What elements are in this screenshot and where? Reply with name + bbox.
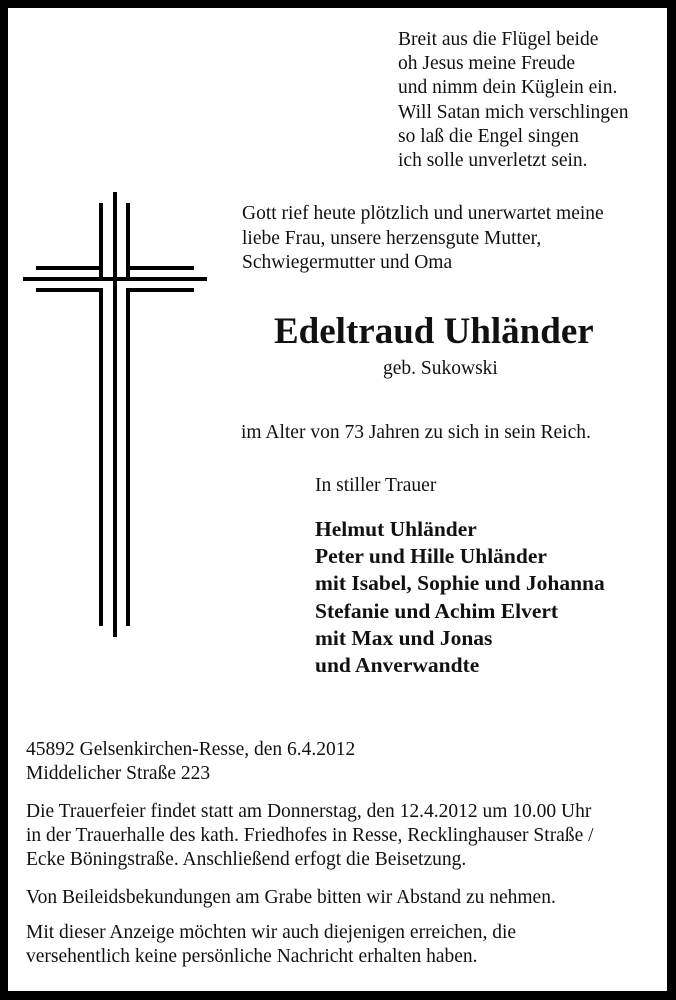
family-member: Helmut Uhländer	[315, 517, 477, 541]
verse-line: und nimm dein Küglein ein.	[398, 77, 618, 99]
intro-line: Gott rief heute plötzlich und unerwartet meine	[242, 203, 604, 224]
mourning-line: In stiller Trauer	[315, 475, 437, 496]
intro-line: Schwiegermutter und Oma	[242, 252, 453, 273]
age-line: im Alter von 73 Jahren zu sich in sein Reich.	[241, 422, 591, 443]
deceased-name: Edeltraud Uhländer	[274, 311, 594, 352]
address-line: Middelicher Straße 223	[26, 763, 211, 784]
family-member: Stefanie und Achim Elvert	[315, 598, 559, 623]
verse-line: Breit aus die Flügel beide	[398, 29, 599, 50]
family-member: mit Isabel, Sophie und Johanna	[315, 571, 605, 596]
notice-line: versehentlich keine persönliche Nachricht erhalten haben.	[26, 946, 478, 967]
address-line: 45892 Gelsenkirchen-Resse, den 6.4.2012	[26, 739, 356, 760]
ceremony-line: in der Trauerhalle des kath. Friedhofes in Resse, Recklinghauser Straße /	[26, 825, 594, 846]
family-member: und Anverwandte	[315, 653, 480, 678]
family-member: Peter und Hille Uhländer	[315, 544, 547, 569]
family-member: mit Max und Jonas	[315, 625, 493, 650]
ceremony-line: Ecke Böningstraße. Anschließend erfogt die Beisetzung.	[26, 849, 467, 870]
intro-text	[242, 202, 604, 276]
ceremony-info	[26, 800, 594, 872]
verse-line: oh Jesus meine Freude	[398, 53, 576, 75]
address-block	[26, 738, 355, 786]
ceremony-line: Die Trauerfeier findet statt am Donnerstag, den 12.4.2012 um 10.00 Uhr	[26, 801, 592, 822]
cross-icon	[8, 8, 228, 658]
obituary-notice	[8, 8, 667, 991]
maiden-name: geb. Sukowski	[383, 358, 498, 379]
condolence-line: Von Beileidsbekundungen am Grabe bitten wir Abstand zu nehmen.	[26, 887, 556, 908]
intro-line: liebe Frau, unsere herzensgute Mutter,	[242, 227, 542, 249]
verse-line: so laß die Engel singen	[398, 125, 579, 147]
verse-line: Will Satan mich verschlingen	[398, 101, 629, 123]
verse	[398, 28, 628, 173]
notice-text	[26, 921, 516, 969]
verse-line: ich solle unverletzt sein.	[398, 150, 588, 172]
notice-line: Mit dieser Anzeige möchten wir auch diejenigen erreichen, die	[26, 922, 517, 943]
condolence-note	[26, 886, 556, 910]
family-list	[315, 516, 605, 679]
